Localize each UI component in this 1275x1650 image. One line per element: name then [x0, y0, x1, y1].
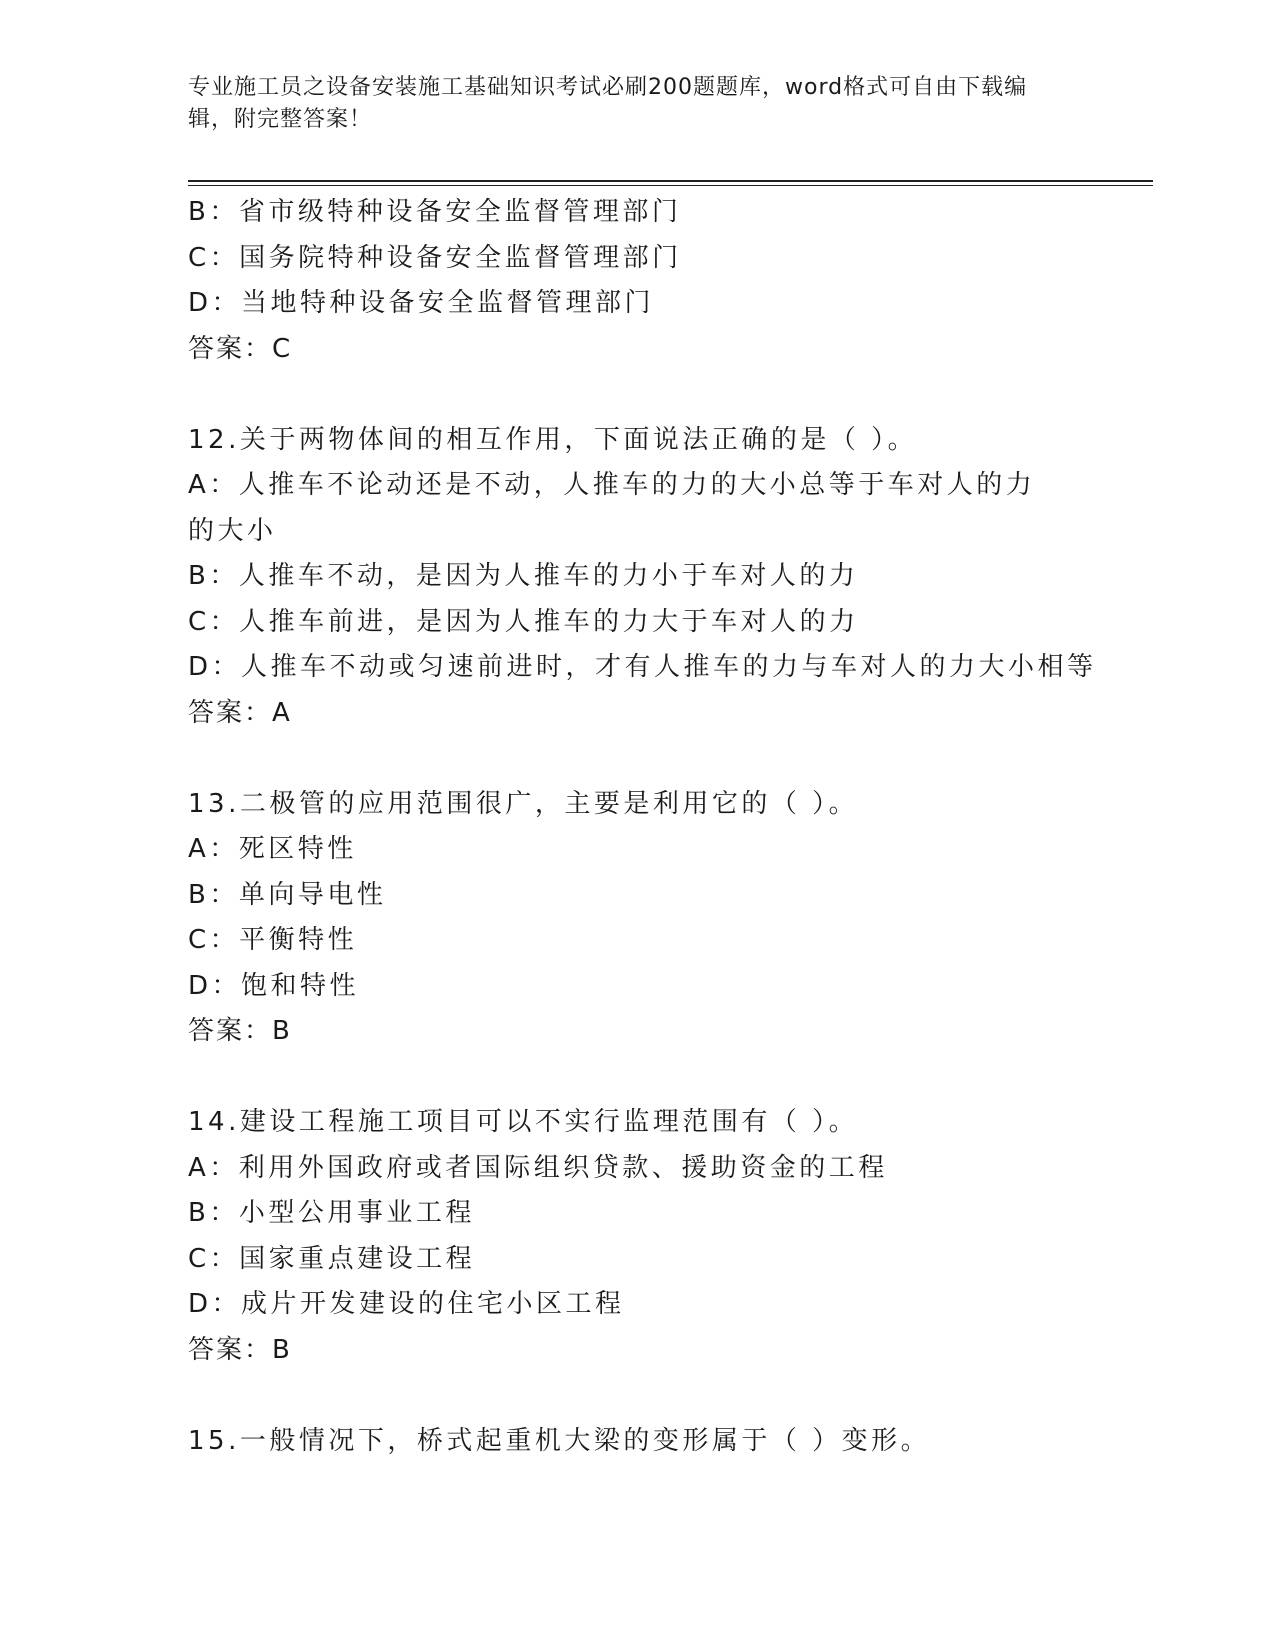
- option-a: A：利用外国政府或者国际组织贷款、援助资金的工程: [188, 1152, 888, 1183]
- option-d: D：成片开发建设的住宅小区工程: [188, 1289, 625, 1319]
- question-stem: 14.建设工程施工项目可以不实行监理范围有（ ）。: [188, 1107, 859, 1137]
- answer: 答案：A: [188, 697, 292, 728]
- option-d: D：当地特种设备安全监督管理部门: [188, 288, 655, 318]
- header-divider-thin: [188, 185, 1153, 186]
- question-15: [188, 1419, 1088, 1465]
- option-c: C：国家重点建设工程: [188, 1243, 476, 1274]
- question-13: [188, 782, 1088, 1055]
- option-c: C：人推车前进，是因为人推车的力大于车对人的力: [188, 606, 859, 637]
- document-header: 专业施工员之设备安装施工基础知识考试必刷200题题库，word格式可自由下载编辑，附完整答案！: [188, 75, 1028, 132]
- option-d: D：饱和特性: [188, 970, 360, 1001]
- option-a: A：死区特性: [188, 834, 357, 864]
- option-b: B：省市级特种设备安全监督管理部门: [188, 197, 682, 227]
- question-14: [188, 1100, 1088, 1373]
- option-b: B：小型公用事业工程: [188, 1198, 475, 1228]
- question-stem: 12.关于两物体间的相互作用，下面说法正确的是（ ）。: [188, 424, 918, 455]
- option-c: C：平衡特性: [188, 925, 358, 955]
- question-list: [188, 190, 1097, 1464]
- question-stem: 13.二极管的应用范围很广，主要是利用它的（ ）。: [188, 788, 859, 819]
- question-11-partial: [188, 190, 1088, 372]
- option-b: B：人推车不动，是因为人推车的力小于车对人的力: [188, 561, 859, 591]
- answer: 答案：B: [188, 1334, 292, 1365]
- answer: 答案：C: [188, 333, 293, 364]
- question-12: [188, 418, 1097, 737]
- option-d: D：人推车不动或匀速前进时，才有人推车的力与车对人的力大小相等: [188, 652, 1097, 682]
- question-stem: 15.一般情况下，桥式起重机大梁的变形属于（ ）变形。: [188, 1425, 931, 1456]
- answer: 答案：B: [188, 1016, 292, 1046]
- option-a: A：人推车不论动还是不动，人推车的力的大小总等于车对人的力的大小: [188, 470, 1036, 546]
- option-b: B：单向导电性: [188, 879, 387, 910]
- header-divider: [188, 180, 1153, 182]
- option-c: C：国务院特种设备安全监督管理部门: [188, 242, 682, 273]
